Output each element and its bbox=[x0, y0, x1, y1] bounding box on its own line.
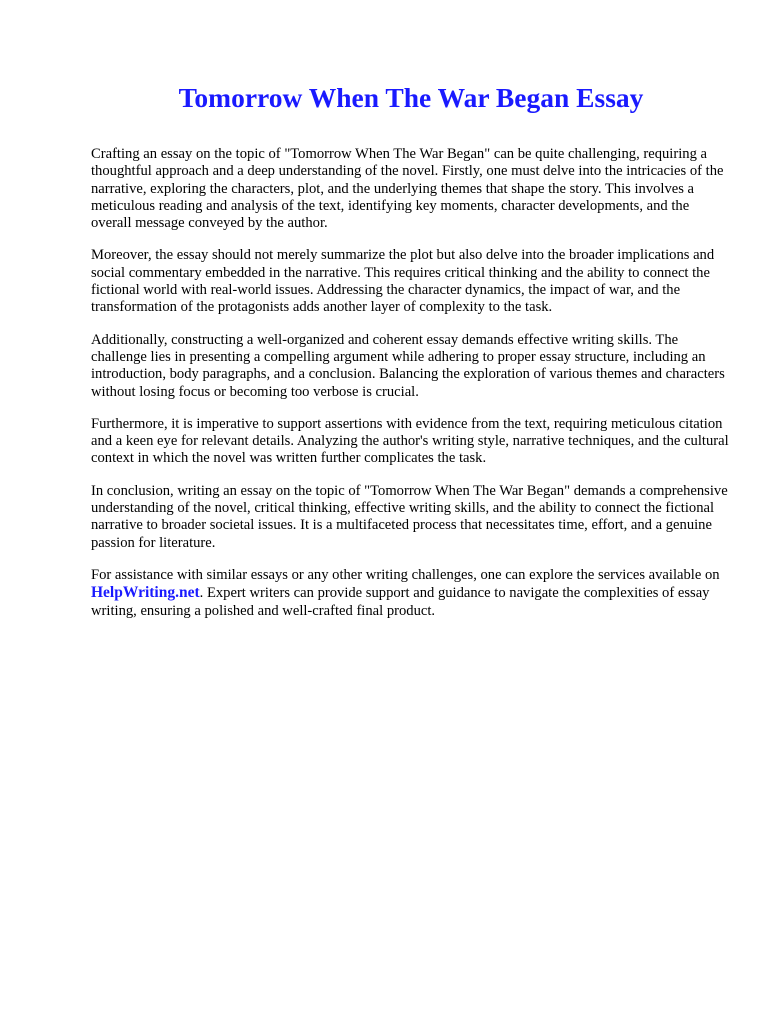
paragraph-1: Crafting an essay on the topic of "Tomorrow When The War Began" can be quite challenging, requiring a thoughtful approach and a deep understanding of the novel. Firstly, one must delve into the intricacies of the narrative, exploring the characters, plot, and the underlying themes that shape the story. This involves a meticulous reading and analysis of the text, identifying key moments, character developments, and the overall message conveyed by the author. bbox=[91, 146, 724, 232]
paragraph-5: In conclusion, writing an essay on the topic of "Tomorrow When The War Began" demands a comprehensive understanding of the novel, critical thinking, effective writing skills, and the ability to connect the fictional narrative to broader societal issues. It is a multifaceted process that necessitates time, effort, and a genuine passion for literature. bbox=[91, 482, 728, 551]
paragraph-2: Moreover, the essay should not merely summarize the plot but also delve into the broader implications and social commentary embedded in the narrative. This requires critical thinking and the ability to connect the fictional world with real-world issues. Addressing the character dynamics, the impact of war, and the transformation of the protagonists adds another layer of complexity to the task. bbox=[91, 247, 715, 316]
paragraph-6-before-link: For assistance with similar essays or any other writing challenges, one can explore the services available on bbox=[91, 566, 720, 583]
paragraph-4: Furthermore, it is imperative to support assertions with evidence from the text, requiring meticulous citation and a keen eye for relevant details. Analyzing the author's writing style, narrative techniques, and the cultural context in which the novel was written further complicates the task. bbox=[91, 415, 729, 467]
page-title: Tomorrow When The War Began Essay bbox=[178, 82, 644, 113]
paragraph-3: Additionally, constructing a well-organized and coherent essay demands effective writing skills. The challenge lies in presenting a compelling argument while adhering to proper essay structure, including an introduction, body paragraphs, and a conclusion. Balancing the exploration of various themes and characters without losing focus or becoming too verbose is crucial. bbox=[91, 331, 725, 400]
helpwriting-link[interactable]: HelpWriting.net bbox=[91, 584, 200, 602]
essay-body bbox=[91, 146, 731, 635]
paragraph-6 bbox=[91, 567, 731, 620]
paragraph-6-after-link: . Expert writers can provide support and guidance to navigate the complexities of essay writing, ensuring a polished and well-crafted final product. bbox=[91, 585, 710, 619]
